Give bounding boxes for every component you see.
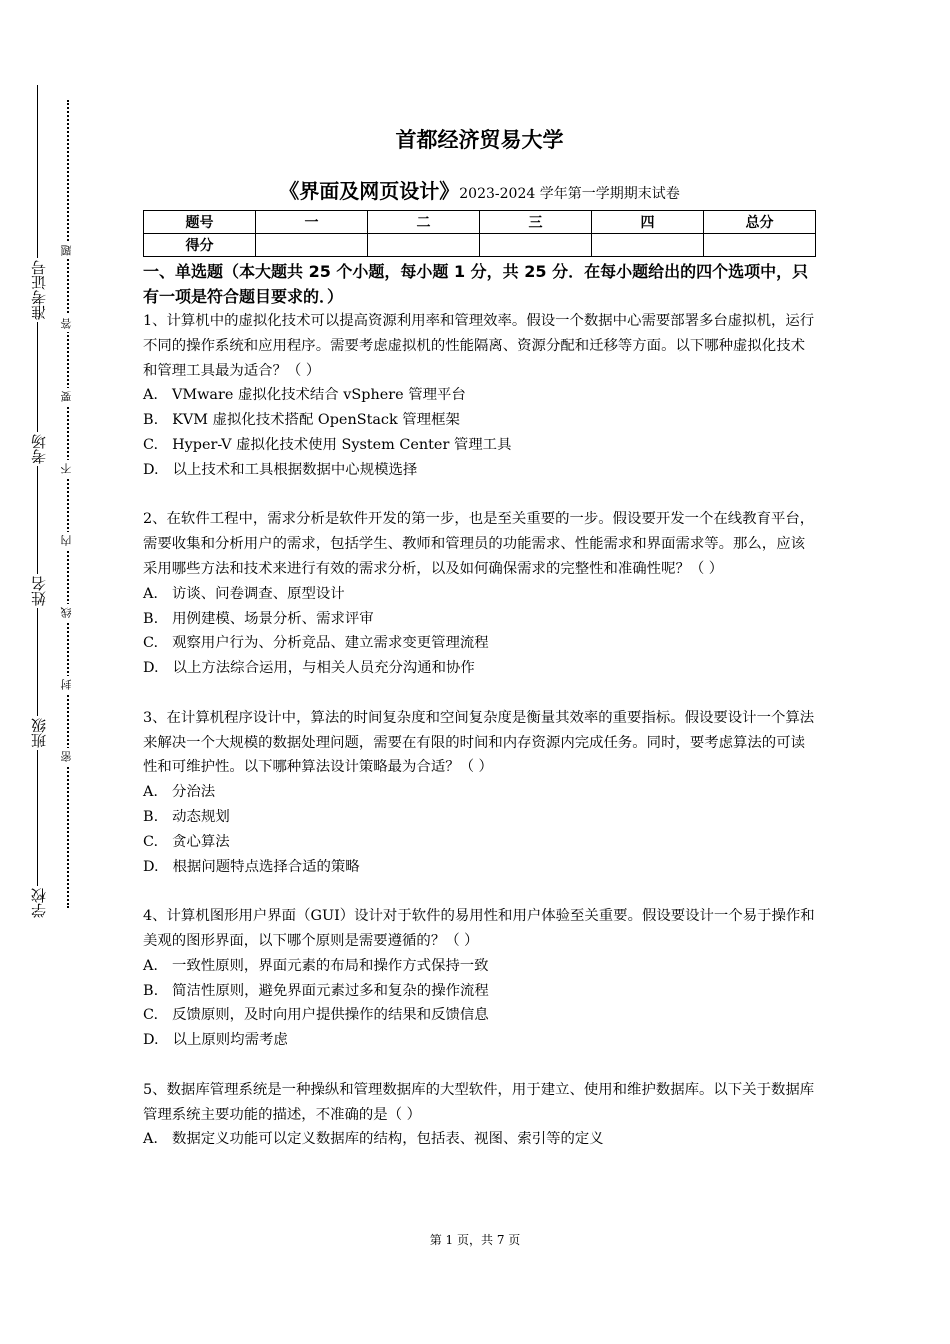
binding-dotted-line (67, 100, 69, 908)
option-a: A. 数据定义功能可以定义数据库的结构，包括表、视图、索引等的定义 (143, 1131, 604, 1148)
seal-char: 内 (61, 532, 72, 549)
field-name-label: 姓名 (30, 576, 48, 606)
option-c: C. 反馈原则，及时向用户提供操作的结果和反馈信息 (143, 1007, 489, 1024)
score-table-header-row (144, 211, 816, 234)
seal-char: 题 (61, 242, 72, 259)
field-class-label: 班级 (30, 718, 48, 748)
page-footer: 第 1 页，共 7 页 (429, 1233, 521, 1247)
option-a: A. VMware 虚拟化技术结合 vSphere 管理平台 (143, 387, 466, 404)
option-a: A. 分治法 (143, 784, 216, 801)
exam-subtitle (143, 177, 816, 208)
field-exam-id-label: 准考证号 (30, 260, 48, 320)
score-row-label: 得分 (144, 234, 256, 257)
question-stem: 2、在软件工程中，需求分析是软件开发的第一步，也是至关重要的一步。假设要开发一个在线教育平台，需要收集和分析用户的需求，包括学生、教师和管理员的功能需求、性能需求和界面需求等。那么，应该采用哪些方法和技术来进行有效的需求分析，以及如何确保需求的完整性和准确性呢？（ ） (143, 511, 815, 577)
field-school-label: 学校 (30, 888, 48, 918)
section-title: 一、单选题（本大题共 25 个小题，每小题 1 分，共 25 分．在每小题给出的四个选项中，只有一项是符合题目要求的．） (143, 262, 809, 306)
option-d: D. 以上技术和工具根据数据中心规模选择 (143, 461, 418, 478)
seal-char: 密 (61, 748, 72, 765)
option-b: B. 用例建模、场景分析、需求评审 (143, 610, 374, 627)
question-stem: 3、在计算机程序设计中，算法的时间复杂度和空间复杂度是衡量其效率的重要指标。假设要设计一个算法来解决一个大规模的数据处理问题，需要在有限的时间和内存资源内完成任务。同时，要考虑算法的可读性和可维护性。以下哪种算法设计策略最为合适？（ ） (143, 709, 815, 776)
score-cell (480, 234, 592, 257)
field-exam-room-label: 考场 (30, 434, 48, 464)
score-cell (368, 234, 480, 257)
score-table-score-row (144, 234, 816, 257)
score-header-cell: 一 (256, 211, 368, 234)
school-title: 首都经济贸易大学 (395, 128, 564, 152)
score-header-cell: 三 (480, 211, 592, 234)
score-cell (592, 234, 704, 257)
binding-margin (0, 0, 110, 1344)
seal-char: 不 (61, 460, 72, 477)
score-cell (256, 234, 368, 257)
score-header-cell: 四 (592, 211, 704, 234)
option-c: C. Hyper-V 虚拟化技术使用 System Center 管理工具 (143, 436, 512, 453)
option-b: B. KVM 虚拟化技术搭配 OpenStack 管理框架 (143, 412, 460, 429)
option-d: D. 以上原则均需考虑 (143, 1032, 288, 1049)
option-d: D. 根据问题特点选择合适的策略 (143, 858, 360, 875)
option-b: B. 动态规划 (143, 808, 230, 825)
option-a: A. 一致性原则，界面元素的布局和操作方式保持一致 (143, 957, 489, 974)
seal-char: 封 (61, 676, 72, 693)
score-table (143, 210, 816, 257)
score-header-cell: 题号 (144, 211, 256, 234)
option-c: C. 观察用户行为、分析竞品、建立需求变更管理流程 (143, 635, 489, 652)
question-1 (143, 309, 816, 483)
seal-char: 要 (61, 388, 72, 405)
term-label: 2023-2024 学年第一学期期末试卷 (459, 186, 680, 202)
question-stem: 5、数据库管理系统是一种操纵和管理数据库的大型软件，用于建立、使用和维护数据库。以下关于数据库管理系统主要功能的描述，不准确的是（ ） (143, 1081, 815, 1123)
question-stem: 4、计算机图形用户界面（GUI）设计对于软件的易用性和用户体验至关重要。假设要设计一个易于操作和美观的图形界面，以下哪个原则是需要遵循的？（ ） (143, 908, 815, 949)
question-stem: 1、计算机中的虚拟化技术可以提高资源利用率和管理效率。假设一个数据中心需要部署多台虚拟机，运行不同的操作系统和应用程序。需要考虑虚拟机的性能隔离、资源分配和迁移等方面。以下哪种虚拟化技术和管理工具最为适合？（ ） (143, 313, 815, 379)
seal-char: 答 (61, 315, 72, 332)
question-3 (143, 706, 816, 880)
score-cell (704, 234, 816, 257)
option-c: C. 贪心算法 (143, 833, 230, 850)
course-title: 《界面及网页设计》 (279, 179, 460, 203)
exam-content (143, 125, 816, 1152)
option-d: D. 以上方法综合运用，与相关人员充分沟通和协作 (143, 660, 475, 677)
question-4 (143, 904, 816, 1053)
option-a: A. 访谈、问卷调查、原型设计 (143, 585, 345, 602)
binding-solid-line (37, 85, 38, 920)
score-header-cell: 二 (368, 211, 480, 234)
score-header-cell: 总分 (704, 211, 816, 234)
option-b: B. 简洁性原则，避免界面元素过多和复杂的操作流程 (143, 982, 489, 999)
question-2 (143, 507, 816, 681)
seal-char: 线 (61, 604, 72, 621)
question-5 (143, 1078, 816, 1152)
